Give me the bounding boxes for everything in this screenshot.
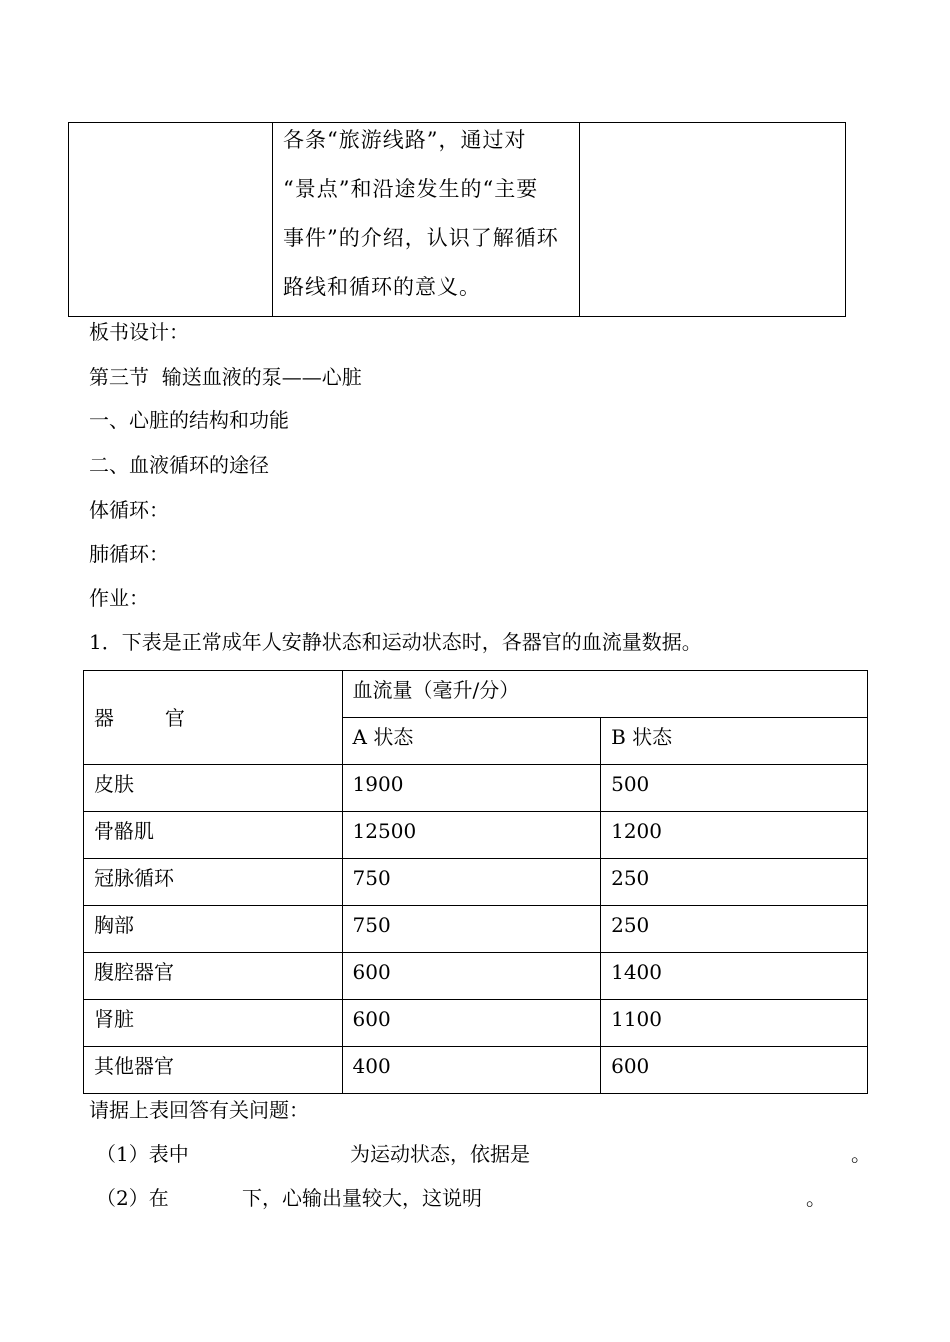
organ-cell — [84, 906, 343, 953]
state-b-cell — [601, 765, 868, 812]
table-row — [84, 812, 868, 859]
state-b-header — [601, 718, 868, 765]
organ-name: 骨骼肌 — [94, 819, 154, 843]
state-b-value: 1400 — [611, 960, 662, 984]
organ-cell — [84, 1047, 343, 1094]
activity-description — [273, 116, 579, 312]
organ-cell — [84, 765, 343, 812]
state-b-cell — [601, 1047, 868, 1094]
description-line: “景点”和沿途发生的“主要 — [283, 177, 539, 201]
state-a-cell — [342, 1000, 601, 1047]
organ-name: 皮肤 — [94, 772, 134, 796]
state-a-value: 400 — [352, 1054, 391, 1078]
state-a-cell — [342, 812, 601, 859]
lesson-plan-table-continuation — [68, 122, 846, 317]
state-a-value: 600 — [352, 1007, 391, 1031]
state-b-value: 250 — [611, 866, 650, 890]
table-row — [84, 1000, 868, 1047]
state-a-cell — [342, 859, 601, 906]
organ-name: 胸部 — [94, 913, 134, 937]
state-b-value: 500 — [611, 772, 650, 796]
question-2-part-1: （2）在 — [96, 1186, 169, 1210]
section-title: 第三节 输送血液的泵——心脏 — [89, 365, 362, 389]
state-a-value: 750 — [352, 913, 391, 937]
organ-cell — [84, 1000, 343, 1047]
table-row — [84, 953, 868, 1000]
organ-name: 肾脏 — [94, 1007, 134, 1031]
state-a-value: 12500 — [352, 819, 417, 843]
question-1-part-2: 为运动状态，依据是 — [350, 1142, 530, 1166]
table-row — [84, 906, 868, 953]
description-line: 事件”的介绍，认识了解循环 — [283, 226, 559, 250]
table-row — [84, 765, 868, 812]
state-b-cell — [601, 812, 868, 859]
question-1-end: 。 — [851, 1142, 871, 1166]
table-row — [84, 859, 868, 906]
organ-column-header — [84, 671, 343, 765]
empty-cell-right — [580, 123, 846, 317]
answer-prompt: 请据上表回答有关问题： — [89, 1098, 309, 1122]
activity-description-cell — [273, 123, 580, 317]
state-b-value: 600 — [611, 1054, 650, 1078]
empty-cell-left — [69, 123, 273, 317]
state-b-cell — [601, 906, 868, 953]
organ-name: 腹腔器官 — [94, 960, 174, 984]
blood-flow-header-label: 血流量（毫升/分） — [352, 678, 520, 702]
state-a-value: 600 — [352, 960, 391, 984]
state-b-value: 250 — [611, 913, 650, 937]
state-a-value: 750 — [352, 866, 391, 890]
state-a-cell — [342, 765, 601, 812]
description-line: 路线和循环的意义。 — [283, 275, 481, 299]
question-2-end: 。 — [806, 1186, 826, 1210]
table-row — [69, 123, 846, 317]
state-b-cell — [601, 859, 868, 906]
homework-heading: 作业： — [89, 586, 149, 610]
question-1-intro: 1．下表是正常成年人安静状态和运动状态时，各器官的血流量数据。 — [89, 630, 702, 654]
organ-header-label: 器 官 — [94, 705, 185, 730]
state-a-label: A 状态 — [352, 725, 414, 749]
blood-flow-table — [83, 670, 868, 1094]
organ-name: 其他器官 — [94, 1054, 174, 1078]
organ-cell — [84, 859, 343, 906]
board-design-heading: 板书设计： — [89, 320, 189, 344]
state-a-cell — [342, 953, 601, 1000]
pulmonary-circulation-label: 肺循环： — [89, 542, 169, 566]
outline-point-1: 一、心脏的结构和功能 — [89, 408, 289, 432]
state-b-label: B 状态 — [611, 725, 673, 749]
systemic-circulation-label: 体循环： — [89, 498, 169, 522]
state-a-cell — [342, 906, 601, 953]
table-header-row — [84, 671, 868, 718]
question-1-part-1: （1）表中 — [96, 1142, 189, 1166]
organ-name: 冠脉循环 — [94, 866, 174, 890]
state-a-cell — [342, 1047, 601, 1094]
state-a-value: 1900 — [352, 772, 404, 796]
blood-flow-header — [342, 671, 867, 718]
state-b-cell — [601, 1000, 868, 1047]
table-row — [84, 1047, 868, 1094]
state-b-value: 1200 — [611, 819, 662, 843]
outline-point-2: 二、血液循环的途径 — [89, 453, 269, 477]
state-b-value: 1100 — [611, 1007, 662, 1031]
organ-cell — [84, 953, 343, 1000]
question-2-part-2: 下，心输出量较大，这说明 — [242, 1186, 482, 1210]
state-b-cell — [601, 953, 868, 1000]
description-line: 各条“旅游线路”，通过对 — [283, 128, 527, 152]
state-a-header — [342, 718, 601, 765]
organ-cell — [84, 812, 343, 859]
